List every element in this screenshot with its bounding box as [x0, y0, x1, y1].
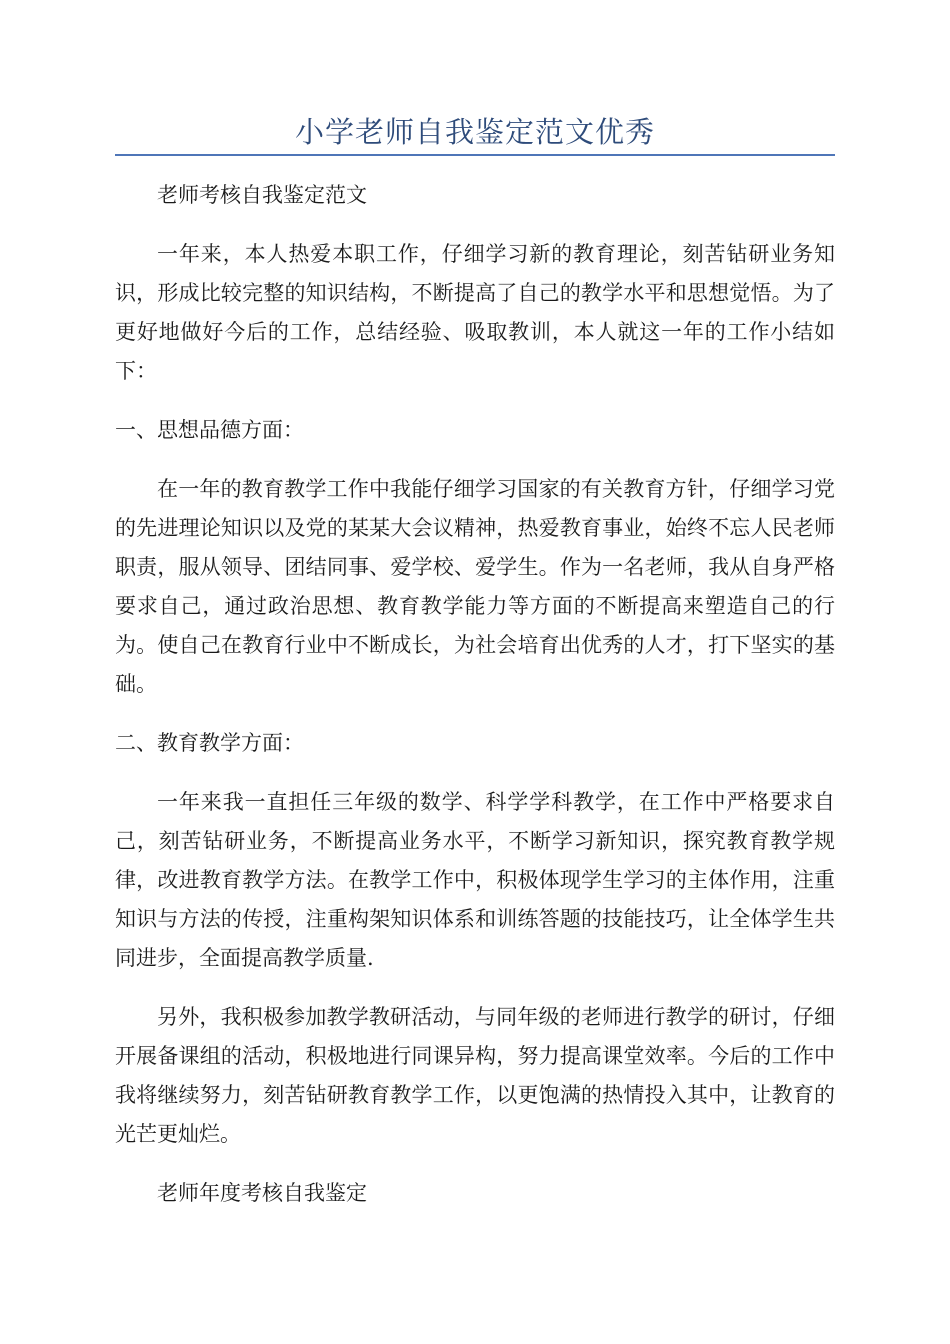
section-heading-review: 老师考核自我鉴定范文 — [157, 183, 367, 207]
intro-paragraph: 一年来，本人热爱本职工作，仔细学习新的教育理论，刻苦钻研业务知识，形成比较完整的知识结构，不断提高了自己的教学水平和思想觉悟。为了更好地做好今后的工作，总结经验、吸取教训，本人就这一年的工作小结如下： — [115, 242, 835, 383]
title-underline — [115, 154, 835, 156]
document-title: 小学老师自我鉴定范文优秀 — [294, 115, 655, 149]
teaching-paragraph: 一年来我一直担任三年级的数学、科学学科教学，在工作中严格要求自己，刻苦钻研业务，不断提高业务水平，不断学习新知识，探究教育教学规律，改进教育教学方法。在教学工作中，积极体现学生学习的主体作用，注重知识与方法的传授，注重构架知识体系和训练答题的技能技巧，让全体学生共同进步，全面提高教学质量. — [115, 790, 835, 970]
ideology-paragraph: 在一年的教育教学工作中我能仔细学习国家的有关教育方针，仔细学习党的先进理论知识以及党的某某大会议精神，热爱教育事业，始终不忘人民老师职责，服从领导、团结同事、爱学校、爱学生。作为一名老师，我从自身严格要求自己，通过政治思想、教育教学能力等方面的不断提高来塑造自己的行为。使自己在教育行业中不断成长，为社会培育出优秀的人才，打下坚实的基础。 — [115, 477, 835, 696]
research-paragraph: 另外，我积极参加教学教研活动，与同年级的老师进行教学的研讨，仔细开展备课组的活动，积极地进行同课异构，努力提高课堂效率。今后的工作中我将继续努力，刻苦钻研教育教学工作，以更饱满的热情投入其中，让教育的光芒更灿烂。 — [115, 1005, 835, 1146]
section-heading-ideology: 一、思想品德方面： — [115, 418, 304, 442]
section-heading-teaching: 二、教育教学方面： — [115, 731, 304, 755]
section-heading-annual: 老师年度考核自我鉴定 — [157, 1181, 367, 1205]
document-body — [115, 176, 835, 1233]
